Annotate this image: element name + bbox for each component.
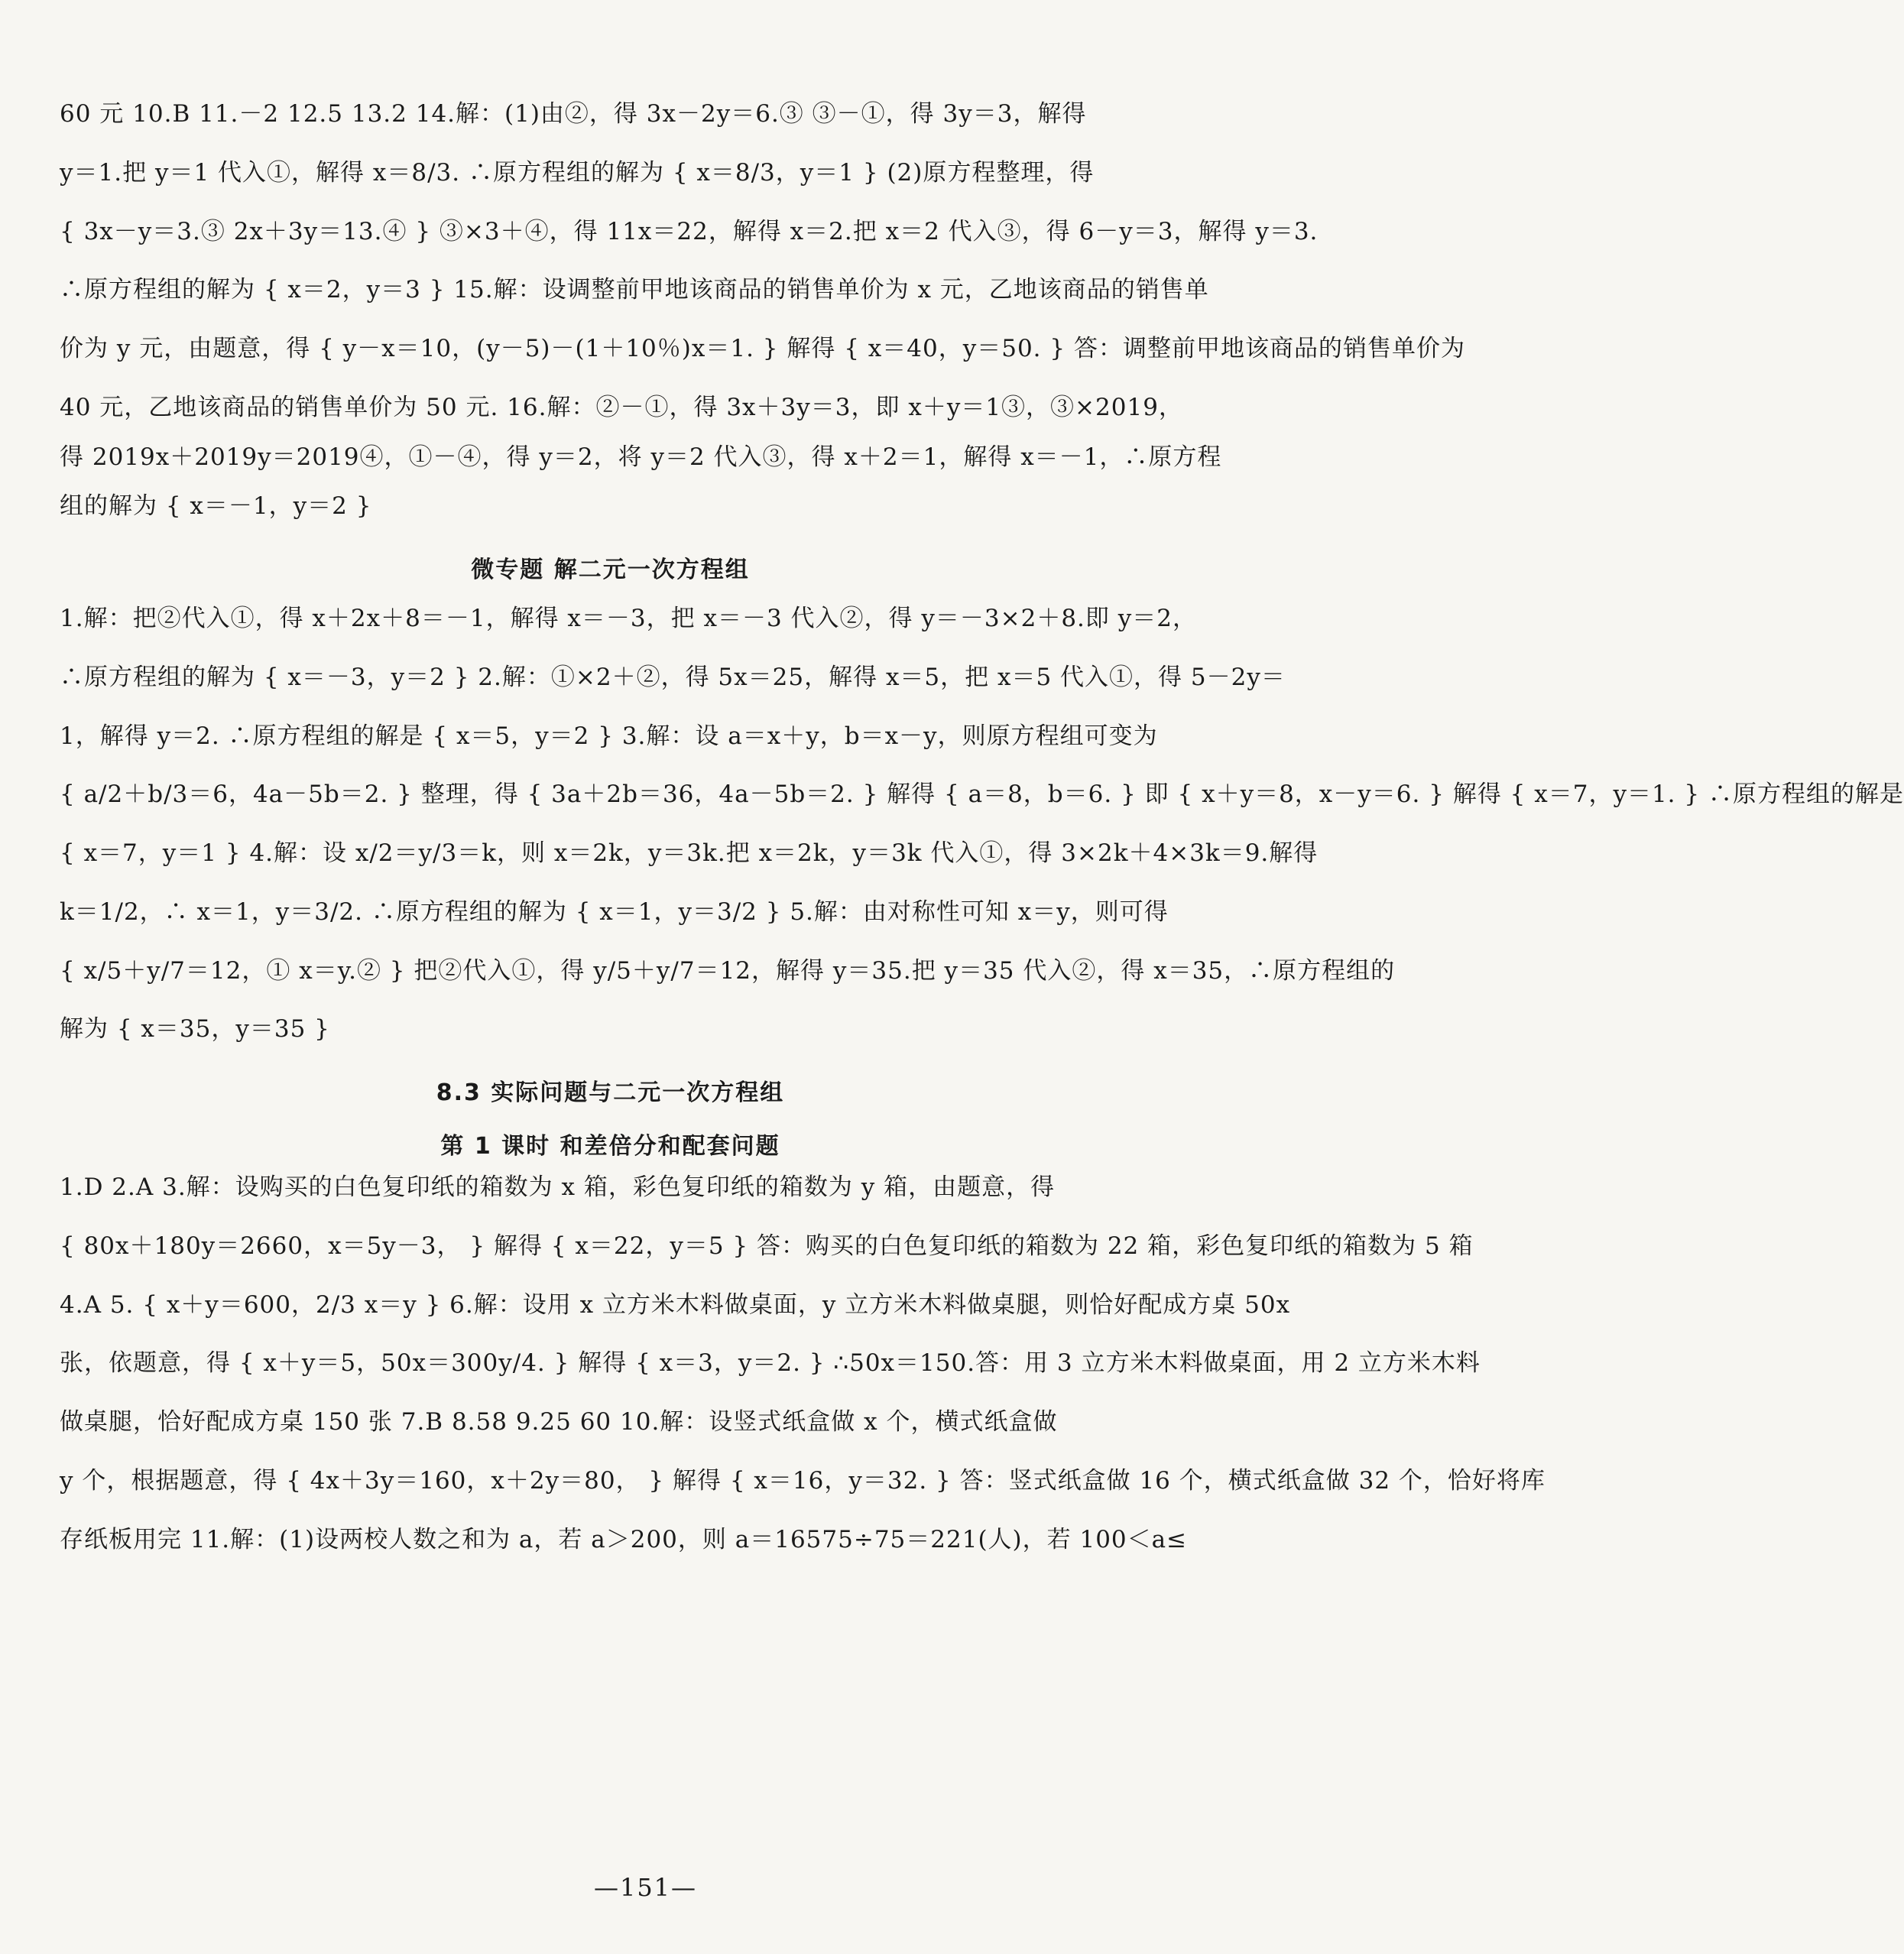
section-heading: 8.3 实际问题与二元一次方程组 [436, 1079, 785, 1106]
text-line: 40 元，乙地该商品的销售单价为 50 元. 16.解：②－①，得 3x＋3y＝3，即 x＋y＝1③，③×2019， [60, 393, 1183, 421]
text-line: 1，解得 y＝2. ∴原方程组的解是 { x＝5，y＝2 } 3.解：设 a＝x＋y，b＝x－y，则原方程组可变为 [60, 722, 1158, 750]
text-line: 1.D 2.A 3.解：设购买的白色复印纸的箱数为 x 箱，彩色复印纸的箱数为 y 箱，由题意，得 [60, 1173, 1056, 1201]
answers-block-1 [60, 99, 1465, 521]
text-line: 做桌腿，恰好配成方桌 150 张 7.B 8.58 9.25 60 10.解：设竖式纸盒做 x 个，横式纸盒做 [60, 1408, 1058, 1436]
answers-block-2 [60, 604, 1904, 1044]
text-line: { 3x－y＝3.③ 2x＋3y＝13.④ } ③×3＋④，得 11x＝22，解得 x＝2.把 x＝2 代入③，得 6－y＝3，解得 y＝3. [60, 217, 1319, 245]
text-line: k＝1/2，∴ x＝1，y＝3/2. ∴原方程组的解为 { x＝1，y＝3/2 } 5.解：由对称性可知 x＝y，则可得 [60, 897, 1169, 926]
text-line: ∴原方程组的解为 { x＝2，y＝3 } 15.解：设调整前甲地该商品的销售单价为 x 元，乙地该商品的销售单 [60, 276, 1209, 304]
text-line: { a/2＋b/3＝6，4a－5b＝2. } 整理，得 { 3a＋2b＝36，4a－5b＝2. } 解得 { a＝8，b＝6. } 即 { x＋y＝8，x－y＝6. } 解得 { x＝7，y＝1. } ∴原方程组的解是 [60, 781, 1904, 809]
text-line: 1.解：把②代入①，得 x＋2x＋8＝－1，解得 x＝－3，把 x＝－3 代入②，得 y＝－3×2＋8.即 y＝2， [60, 605, 1197, 632]
text-line: 4.A 5. { x＋y＝600，2/3 x＝y } 6.解：设用 x 立方米木料做桌面，y 立方米木料做桌腿，则恰好配成方桌 50x [60, 1290, 1291, 1319]
text-line: 得 2019x＋2019y＝2019④，①－④，得 y＝2，将 y＝2 代入③，得 x＋2＝1，解得 x＝－1，∴原方程 [60, 443, 1222, 471]
lesson-heading: 第 1 课时 和差倍分和配套问题 [440, 1133, 780, 1160]
text-line: y＝1.把 y＝1 代入①，解得 x＝8/3. ∴原方程组的解为 { x＝8/3，y＝1 } (2)原方程整理，得 [60, 158, 1095, 187]
text-line: 价为 y 元，由题意，得 { y－x＝10，(y－5)－(1＋10％)x＝1. } 解得 { x＝40，y＝50. } 答：调整前甲地该商品的销售单价为 [60, 335, 1465, 362]
text-line: 存纸板用完 11.解：(1)设两校人数之和为 a，若 a＞200，则 a＝16575÷75＝221(人)，若 100＜a≤ [60, 1525, 1188, 1553]
answers-block-3 [60, 1173, 1546, 1554]
page-number: —151— [593, 1873, 698, 1902]
text-line: 张，依题意，得 { x＋y＝5，50x＝300y/4. } 解得 { x＝3，y＝2. } ∴50x＝150.答：用 3 立方米木料做桌面，用 2 立方米木料 [60, 1349, 1481, 1378]
text-line: ∴原方程组的解为 { x＝－3，y＝2 } 2.解：①×2＋②，得 5x＝25，解得 x＝5，把 x＝5 代入①，得 5－2y＝ [60, 663, 1286, 691]
micro-topic-heading: 微专题 解二元一次方程组 [471, 557, 750, 583]
text-line: { x＝7，y＝1 } 4.解：设 x/2＝y/3＝k，则 x＝2k，y＝3k.把 x＝2k，y＝3k 代入①，得 3×2k＋4×3k＝9.解得 [60, 839, 1319, 867]
text-line: 组的解为 { x＝－1，y＝2 } [60, 492, 372, 521]
text-line: 解为 { x＝35，y＝35 } [60, 1015, 330, 1044]
text-line: 60 元 10.B 11.－2 12.5 13.2 14.解：(1)由②，得 3x－2y＝6.③ ③－①，得 3y＝3，解得 [60, 100, 1087, 128]
text-line: y 个，根据题意，得 { 4x＋3y＝160，x＋2y＝80， } 解得 { x＝16，y＝32. } 答：竖式纸盒做 16 个，横式纸盒做 32 个，恰好将库 [60, 1466, 1546, 1495]
text-line: { x/5＋y/7＝12，① x＝y.② } 把②代入①，得 y/5＋y/7＝12，解得 y＝35.把 y＝35 代入②，得 x＝35，∴原方程组的 [60, 956, 1396, 985]
text-line: { 80x＋180y＝2660，x＝5y－3， } 解得 { x＝22，y＝5 } 答：购买的白色复印纸的箱数为 22 箱，彩色复印纸的箱数为 5 箱 [60, 1232, 1474, 1260]
